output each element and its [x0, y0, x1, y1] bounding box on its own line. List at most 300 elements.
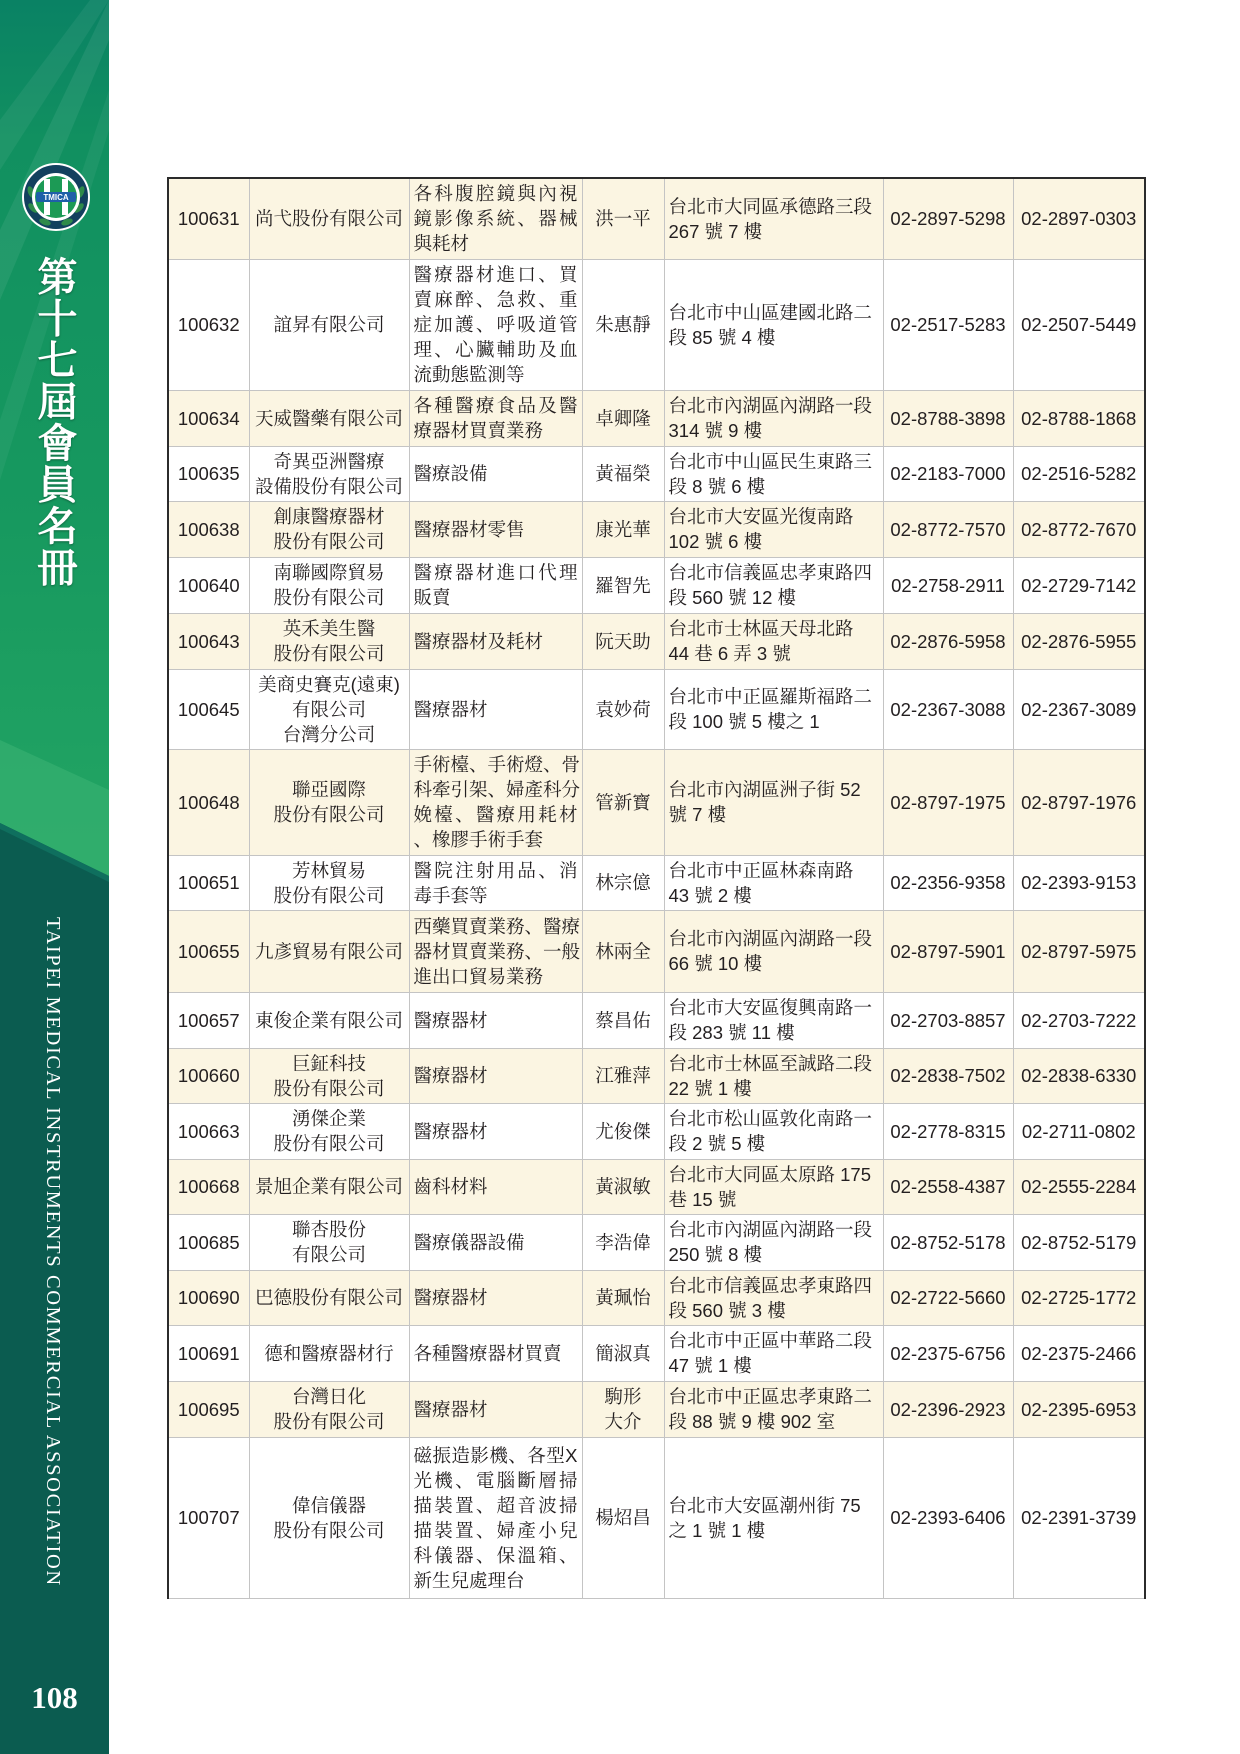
business-items-line: 醫療器材 — [413, 1287, 488, 1308]
phone-number: 02-8797-5901 — [883, 910, 1013, 992]
fax-number: 02-2516-5282 — [1013, 446, 1145, 501]
contact-person-line: 林宗億 — [595, 872, 651, 893]
member-code: 100695 — [168, 1381, 249, 1437]
phone-number: 02-2758-2911 — [883, 557, 1013, 613]
address-line: 台北市大同區太原路 175 — [668, 1163, 872, 1185]
business-items-line: 醫療器材進口代理 — [413, 562, 578, 583]
member-row — [168, 910, 1145, 992]
phone-number: 02-2393-6406 — [883, 1437, 1013, 1598]
business-items-line: 醫療器材 — [413, 698, 488, 720]
address — [664, 446, 883, 501]
address-line: 台北市大安區潮州街 75 — [668, 1494, 861, 1516]
company-name — [249, 259, 409, 390]
address-line: 段 560 號 12 樓 — [668, 587, 797, 608]
member-code: 100691 — [168, 1325, 249, 1381]
member-code: 100640 — [168, 557, 249, 613]
address-line: 台北市中正區中華路二段 — [668, 1330, 873, 1351]
contact-person — [582, 1103, 664, 1159]
address-line: 之 1 號 1 樓 — [668, 1519, 766, 1541]
address-line: 66 號 10 樓 — [668, 953, 763, 974]
fax-number: 02-8788-1868 — [1013, 390, 1145, 446]
company-name-line: 英禾美生醫 — [282, 618, 376, 639]
business-items-line: 醫院注射用品、消 — [413, 859, 578, 881]
member-table-body — [168, 178, 1145, 1598]
business-items-line: 醫療器材零售 — [413, 518, 525, 540]
business-items-line: 科儀器、保溫箱、 — [413, 1544, 578, 1566]
address — [664, 855, 883, 910]
address — [664, 992, 883, 1048]
company-name-line: 股份有限公司 — [273, 1411, 385, 1432]
address-line: 段 283 號 11 樓 — [668, 1022, 795, 1043]
contact-person — [582, 1325, 664, 1381]
company-name-line: 設備股份有限公司 — [254, 475, 403, 497]
address-line: 47 號 1 樓 — [668, 1355, 752, 1376]
fax-number: 02-8797-5975 — [1013, 910, 1145, 992]
member-row — [168, 992, 1145, 1048]
member-row — [168, 557, 1145, 613]
address — [664, 259, 883, 390]
business-items — [409, 1048, 582, 1103]
business-items-line: 磁振造影機、各型X — [413, 1444, 578, 1466]
business-items-line: 描裝置、婦產小兒 — [413, 1519, 578, 1541]
business-items-line: 描裝置、超音波掃 — [413, 1494, 578, 1516]
address-line: 台北市信義區忠孝東路四 — [668, 1274, 873, 1296]
phone-number: 02-2838-7502 — [883, 1048, 1013, 1103]
business-items — [409, 390, 582, 446]
address — [664, 1103, 883, 1159]
contact-person — [582, 1214, 664, 1270]
member-row — [168, 259, 1145, 390]
phone-number: 02-2396-2923 — [883, 1381, 1013, 1437]
contact-person-line: 駒形 — [604, 1386, 642, 1407]
contact-person-line: 阮天助 — [595, 630, 651, 652]
business-items — [409, 1325, 582, 1381]
company-name-line: 南聯國際貿易 — [273, 562, 385, 583]
company-name — [249, 501, 409, 557]
company-name-line: 偉信儀器 — [291, 1494, 366, 1516]
business-items-line: 醫療儀器設備 — [413, 1231, 525, 1253]
address-line: 267 號 7 樓 — [668, 220, 763, 242]
member-code: 100645 — [168, 669, 249, 749]
member-code: 100707 — [168, 1437, 249, 1598]
business-items-line: 症加護、呼吸道管 — [413, 314, 578, 335]
company-name-line: 美商史賽克(遠東) — [258, 673, 400, 695]
address — [664, 390, 883, 446]
business-items — [409, 669, 582, 749]
fax-number: 02-2703-7222 — [1013, 992, 1145, 1048]
address-line: 段 88 號 9 樓 902 室 — [668, 1411, 836, 1432]
phone-number: 02-2375-6756 — [883, 1325, 1013, 1381]
business-items-line: 醫療器材進口、買 — [413, 264, 578, 285]
business-items — [409, 446, 582, 501]
address-line: 台北市中正區林森南路 — [668, 859, 854, 881]
company-name — [249, 855, 409, 910]
contact-person — [582, 910, 664, 992]
company-name-line: 景旭企業有限公司 — [254, 1176, 403, 1197]
address-line: 台北市中山區民生東路三 — [668, 450, 873, 472]
business-items-line: 理、心臟輔助及血 — [413, 339, 578, 360]
business-items — [409, 557, 582, 613]
business-items-line: 各科腹腔鏡與內視 — [413, 183, 578, 205]
company-name-line: 股份有限公司 — [273, 531, 385, 552]
member-code: 100655 — [168, 910, 249, 992]
company-name-line: 東俊企業有限公司 — [254, 1009, 403, 1031]
contact-person — [582, 501, 664, 557]
member-row — [168, 669, 1145, 749]
fax-number: 02-2876-5955 — [1013, 613, 1145, 669]
business-items-line: 科牽引架、婦產科分 — [413, 779, 581, 800]
business-items-line: 與耗材 — [413, 233, 470, 255]
business-items-line: 娩檯、醫療用耗材 — [413, 804, 578, 825]
fax-number: 02-2555-2284 — [1013, 1159, 1145, 1214]
business-items-line: 醫療器材 — [413, 1065, 488, 1086]
company-name — [249, 1103, 409, 1159]
member-row — [168, 613, 1145, 669]
company-name-line: 湧傑企業 — [291, 1108, 366, 1129]
contact-person-line: 黃珮怡 — [595, 1287, 651, 1308]
company-name — [249, 390, 409, 446]
contact-person — [582, 1381, 664, 1437]
fax-number: 02-2729-7142 — [1013, 557, 1145, 613]
address-line: 台北市內湖區內湖路一段 — [668, 395, 873, 416]
contact-person-line: 洪一平 — [595, 208, 651, 230]
business-items-line: 進出口貿易業務 — [413, 965, 544, 987]
member-code: 100635 — [168, 446, 249, 501]
member-row — [168, 1270, 1145, 1325]
fax-number: 02-2838-6330 — [1013, 1048, 1145, 1103]
address — [664, 910, 883, 992]
contact-person — [582, 669, 664, 749]
member-code: 100690 — [168, 1270, 249, 1325]
business-items — [409, 992, 582, 1048]
phone-number: 02-2517-5283 — [883, 259, 1013, 390]
member-code: 100660 — [168, 1048, 249, 1103]
business-items-line: 各種醫療器材買賣 — [413, 1342, 562, 1364]
address — [664, 557, 883, 613]
company-name-line: 股份有限公司 — [273, 587, 385, 608]
contact-person — [582, 855, 664, 910]
address-line: 段 100 號 5 樓之 1 — [668, 711, 820, 732]
fax-number: 02-2391-3739 — [1013, 1437, 1145, 1598]
address — [664, 749, 883, 855]
fax-number: 02-2393-9153 — [1013, 855, 1145, 910]
fax-number: 02-8752-5179 — [1013, 1214, 1145, 1270]
address — [664, 669, 883, 749]
address-line: 台北市大安區復興南路一 — [668, 997, 873, 1018]
fax-number: 02-8772-7670 — [1013, 501, 1145, 557]
member-code: 100638 — [168, 501, 249, 557]
contact-person-line: 大介 — [604, 1411, 642, 1432]
business-items-line: 西藥買賣業務、醫療 — [413, 915, 581, 937]
business-items-line: 醫療器材 — [413, 1009, 488, 1031]
phone-number: 02-2356-9358 — [883, 855, 1013, 910]
business-items — [409, 259, 582, 390]
contact-person-line: 康光華 — [595, 518, 651, 540]
contact-person-line: 蔡昌佑 — [595, 1009, 651, 1031]
member-code: 100651 — [168, 855, 249, 910]
fax-number: 02-2375-2466 — [1013, 1325, 1145, 1381]
address — [664, 1437, 883, 1598]
contact-person-line: 管新寶 — [595, 791, 651, 813]
company-name-line: 奇異亞洲醫療 — [273, 450, 385, 472]
business-items-line: 醫療設備 — [413, 463, 488, 484]
company-name-line: 聯杏股份 — [291, 1219, 366, 1240]
business-items-line: 鏡影像系統、器械 — [413, 208, 578, 230]
address-line: 巷 15 號 — [668, 1188, 737, 1210]
member-code: 100632 — [168, 259, 249, 390]
fax-number: 02-8797-1976 — [1013, 749, 1145, 855]
address — [664, 1214, 883, 1270]
phone-number: 02-8797-1975 — [883, 749, 1013, 855]
company-name — [249, 446, 409, 501]
address-line: 段 2 號 5 樓 — [668, 1133, 766, 1154]
contact-person-line: 黃淑敏 — [595, 1176, 651, 1197]
member-code: 100631 — [168, 178, 249, 259]
contact-person-line: 卓卿隆 — [595, 407, 651, 429]
company-name — [249, 1437, 409, 1598]
member-code: 100668 — [168, 1159, 249, 1214]
business-items-line: 賣麻醉、急救、重 — [413, 289, 578, 310]
company-name-line: 台灣日化 — [291, 1386, 366, 1407]
contact-person — [582, 613, 664, 669]
business-items-line: 流動態監測等 — [413, 364, 525, 385]
company-name-line: 股份有限公司 — [273, 884, 385, 906]
business-items-line: 販賣 — [413, 587, 451, 608]
contact-person — [582, 992, 664, 1048]
address-line: 台北市中正區羅斯福路二 — [668, 686, 873, 707]
member-row — [168, 446, 1145, 501]
address-line: 102 號 6 樓 — [668, 531, 763, 552]
company-name-line: 九彥貿易有限公司 — [254, 940, 403, 962]
contact-person-line: 李浩偉 — [595, 1231, 651, 1253]
contact-person — [582, 557, 664, 613]
business-items-line: 醫療器材 — [413, 1120, 488, 1142]
business-items — [409, 1270, 582, 1325]
address — [664, 178, 883, 259]
address-line: 44 巷 6 弄 3 號 — [668, 643, 791, 664]
address — [664, 1325, 883, 1381]
member-code: 100648 — [168, 749, 249, 855]
fax-number: 02-2725-1772 — [1013, 1270, 1145, 1325]
company-name-line: 尚弋股份有限公司 — [254, 208, 403, 230]
fax-number: 02-2897-0303 — [1013, 178, 1145, 259]
company-name-line: 台灣分公司 — [282, 723, 376, 745]
phone-number: 02-8788-3898 — [883, 390, 1013, 446]
contact-person-line: 袁妙荷 — [595, 698, 651, 720]
contact-person — [582, 446, 664, 501]
business-items — [409, 1159, 582, 1214]
contact-person — [582, 178, 664, 259]
member-row — [168, 390, 1145, 446]
company-name — [249, 669, 409, 749]
business-items — [409, 749, 582, 855]
address-line: 台北市松山區敦化南路一 — [668, 1108, 873, 1129]
fax-number: 02-2367-3089 — [1013, 669, 1145, 749]
contact-person — [582, 259, 664, 390]
address-line: 號 7 樓 — [668, 804, 727, 825]
company-name — [249, 178, 409, 259]
contact-person-line: 羅智先 — [595, 574, 651, 596]
address — [664, 1048, 883, 1103]
address-line: 314 號 9 樓 — [668, 420, 763, 441]
address-line: 段 85 號 4 樓 — [668, 326, 776, 348]
member-row — [168, 178, 1145, 259]
directory-title: 第十七屆會員名冊 — [31, 256, 78, 588]
member-row — [168, 1214, 1145, 1270]
business-items-line: 醫療器材 — [413, 1398, 488, 1420]
contact-person — [582, 390, 664, 446]
company-name-line: 股份有限公司 — [273, 804, 385, 825]
address — [664, 613, 883, 669]
address-line: 段 560 號 3 樓 — [668, 1299, 786, 1321]
fax-number: 02-2395-6953 — [1013, 1381, 1145, 1437]
company-name — [249, 1159, 409, 1214]
company-name — [249, 557, 409, 613]
company-name-line: 股份有限公司 — [273, 643, 385, 664]
business-items-line: 新生兒處理台 — [413, 1569, 525, 1591]
contact-person — [582, 749, 664, 855]
company-name — [249, 1214, 409, 1270]
business-items-line: 醫療器材及耗材 — [413, 630, 544, 652]
member-row — [168, 1048, 1145, 1103]
company-name-line: 股份有限公司 — [273, 1077, 385, 1099]
business-items-line: 手術檯、手術燈、骨 — [413, 754, 581, 775]
phone-number: 02-8752-5178 — [883, 1214, 1013, 1270]
address-line: 台北市內湖區洲子街 52 — [668, 779, 861, 800]
business-items — [409, 1437, 582, 1598]
address-line: 台北市士林區至誠路二段 — [668, 1052, 873, 1074]
fax-number: 02-2711-0802 — [1013, 1103, 1145, 1159]
member-row — [168, 1103, 1145, 1159]
address — [664, 1159, 883, 1214]
company-name-line: 德和醫療器材行 — [264, 1342, 394, 1364]
phone-number: 02-2897-5298 — [883, 178, 1013, 259]
business-items — [409, 1381, 582, 1437]
company-name — [249, 1270, 409, 1325]
business-items-line: 、橡膠手術手套 — [413, 829, 544, 850]
business-items-line: 療器材買賣業務 — [413, 420, 544, 441]
member-code: 100634 — [168, 390, 249, 446]
logo-lettering: TMICA — [43, 193, 69, 202]
address — [664, 1381, 883, 1437]
company-name — [249, 910, 409, 992]
business-items — [409, 178, 582, 259]
contact-person — [582, 1437, 664, 1598]
contact-person — [582, 1048, 664, 1103]
address-line: 43 號 2 樓 — [668, 884, 752, 906]
company-name — [249, 749, 409, 855]
company-name-line: 有限公司 — [291, 1244, 366, 1265]
page-number: 108 — [31, 1680, 78, 1715]
phone-number: 02-2183-7000 — [883, 446, 1013, 501]
phone-number: 02-2558-4387 — [883, 1159, 1013, 1214]
sidebar-band — [0, 0, 109, 1754]
company-name-line: 誼昇有限公司 — [273, 314, 385, 335]
business-items — [409, 910, 582, 992]
company-name-line: 股份有限公司 — [273, 1133, 385, 1154]
business-items-line: 光機、電腦斷層掃 — [413, 1469, 578, 1491]
address-line: 台北市內湖區內湖路一段 — [668, 1219, 873, 1240]
company-name — [249, 1325, 409, 1381]
phone-number: 02-2367-3088 — [883, 669, 1013, 749]
company-name — [249, 1381, 409, 1437]
member-row — [168, 1437, 1145, 1598]
company-name-line: 巴德股份有限公司 — [254, 1287, 403, 1308]
contact-person-line: 江雅萍 — [595, 1065, 651, 1086]
member-code: 100657 — [168, 992, 249, 1048]
member-row — [168, 1381, 1145, 1437]
phone-number: 02-8772-7570 — [883, 501, 1013, 557]
contact-person — [582, 1270, 664, 1325]
company-name-line: 天威醫藥有限公司 — [254, 407, 403, 429]
business-items-line: 各種醫療食品及醫 — [413, 395, 578, 416]
phone-number: 02-2722-5660 — [883, 1270, 1013, 1325]
member-row — [168, 1159, 1145, 1214]
contact-person-line: 楊炤昌 — [595, 1507, 651, 1528]
phone-number: 02-2876-5958 — [883, 613, 1013, 669]
company-name-line: 有限公司 — [291, 698, 366, 720]
member-code: 100643 — [168, 613, 249, 669]
company-name-line: 創康醫療器材 — [273, 506, 385, 527]
phone-number: 02-2703-8857 — [883, 992, 1013, 1048]
contact-person-line: 簡淑真 — [595, 1342, 651, 1364]
business-items-line: 毒手套等 — [413, 884, 488, 906]
address — [664, 501, 883, 557]
business-items-line: 器材買賣業務、一般 — [413, 940, 581, 962]
address-line: 台北市士林區天母北路 — [668, 618, 854, 639]
member-row — [168, 749, 1145, 855]
member-code: 100663 — [168, 1103, 249, 1159]
company-name-line: 聯亞國際 — [291, 779, 366, 800]
contact-person-line: 朱惠靜 — [595, 314, 651, 335]
contact-person — [582, 1159, 664, 1214]
address-line: 台北市中山區建國北路二 — [668, 301, 873, 323]
company-name — [249, 992, 409, 1048]
address-line: 台北市中正區忠孝東路二 — [668, 1386, 873, 1407]
contact-person-line: 林兩全 — [595, 940, 651, 962]
member-row — [168, 1325, 1145, 1381]
company-name-line: 巨鉦科技 — [291, 1052, 366, 1074]
business-items — [409, 613, 582, 669]
association-name-english: TAIPEI MEDICAL INSTRUMENTS COMMERCIAL ASSOCIATION — [42, 917, 64, 1587]
association-logo — [21, 162, 91, 232]
address — [664, 1270, 883, 1325]
member-row — [168, 501, 1145, 557]
company-name-line: 股份有限公司 — [273, 1519, 385, 1541]
member-code: 100685 — [168, 1214, 249, 1270]
phone-number: 02-2778-8315 — [883, 1103, 1013, 1159]
member-directory-table — [167, 177, 1146, 1599]
company-name-line: 芳林貿易 — [291, 859, 366, 881]
fax-number: 02-2507-5449 — [1013, 259, 1145, 390]
address-line: 台北市大同區承德路三段 — [668, 195, 873, 217]
contact-person-line: 尤俊傑 — [595, 1120, 651, 1142]
company-name — [249, 1048, 409, 1103]
business-items — [409, 855, 582, 910]
business-items-line: 齒科材料 — [413, 1176, 488, 1197]
business-items — [409, 1103, 582, 1159]
company-name — [249, 613, 409, 669]
address-line: 22 號 1 樓 — [668, 1077, 752, 1099]
address-line: 台北市信義區忠孝東路四 — [668, 562, 873, 583]
contact-person-line: 黃福榮 — [595, 463, 651, 484]
address-line: 250 號 8 樓 — [668, 1244, 763, 1265]
business-items — [409, 501, 582, 557]
business-items — [409, 1214, 582, 1270]
address-line: 段 8 號 6 樓 — [668, 475, 766, 497]
address-line: 台北市大安區光復南路 — [668, 506, 854, 527]
address-line: 台北市內湖區內湖路一段 — [668, 928, 873, 949]
